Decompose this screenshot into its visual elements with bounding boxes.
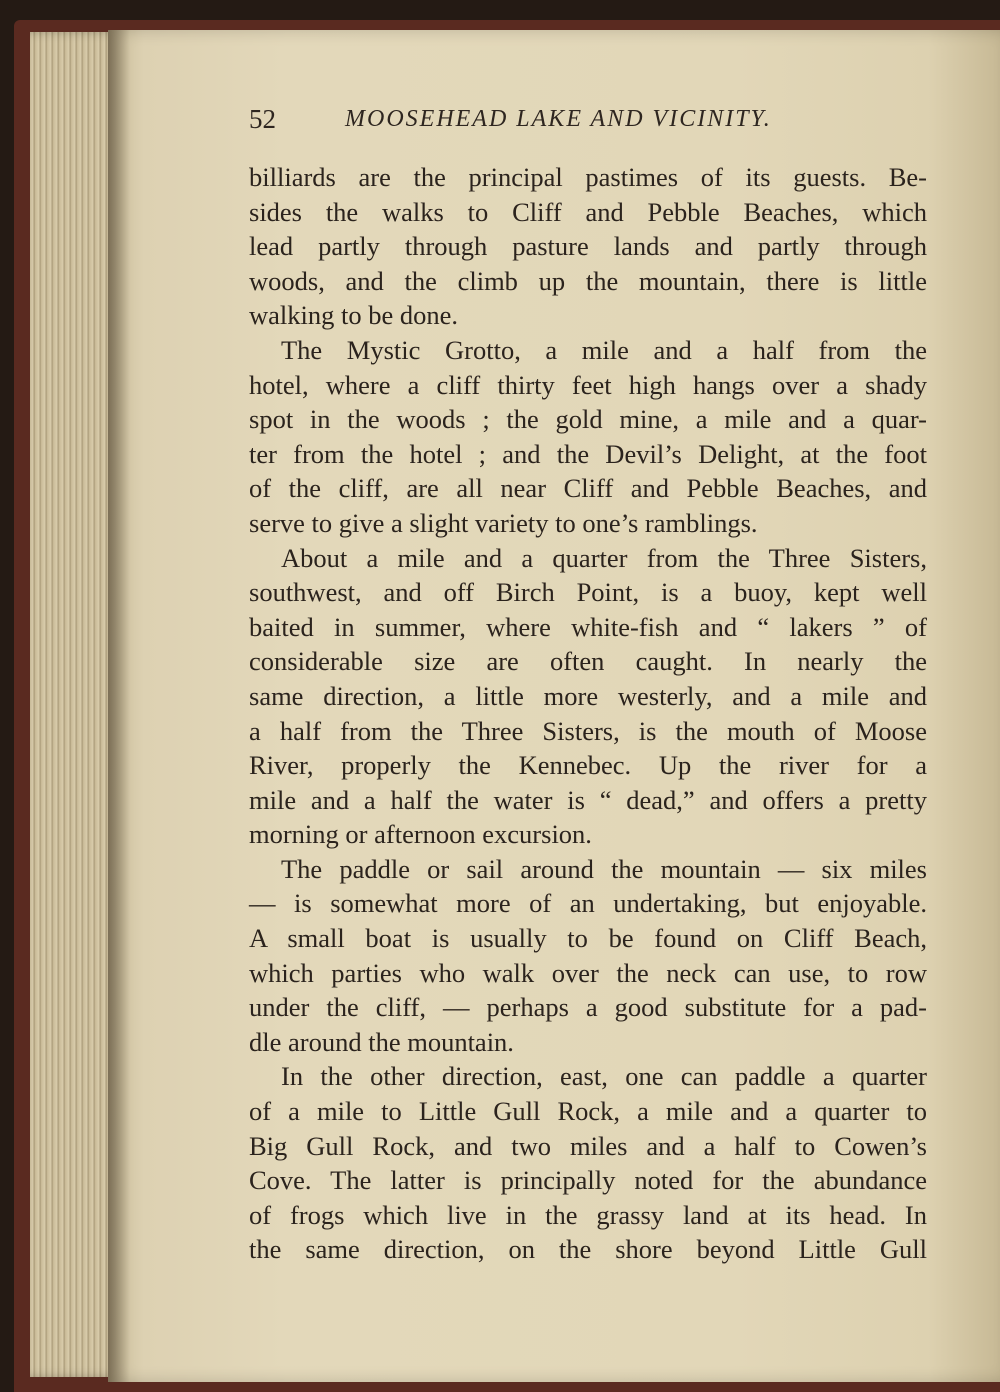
text-line: serve to give a slight variety to one’s ramblings. xyxy=(249,507,758,538)
text-line: hotel, where a cliff thirty feet high hangs over a shady xyxy=(249,369,927,400)
text-line: Big Gull Rock, and two miles and a half to Cowen’s xyxy=(249,1130,927,1161)
running-title: MOOSEHEAD LAKE AND VICINITY. xyxy=(345,106,772,132)
text-line: of a mile to Little Gull Rock, a mile and a quarter to xyxy=(249,1096,927,1127)
text-line: In the other direction, east, one can paddle a quarter xyxy=(281,1061,927,1092)
text-line: woods, and the climb up the mountain, there is little xyxy=(249,265,927,296)
paragraph xyxy=(249,160,927,333)
body-text xyxy=(249,160,927,1267)
text-line: sides the walks to Cliff and Pebble Beaches, which xyxy=(249,196,927,227)
text-line: A small boat is usually to be found on Cliff Beach, xyxy=(249,923,927,954)
text-line: River, properly the Kennebec. Up the river for a xyxy=(249,750,927,781)
text-line: baited in summer, where white-fish and “ lakers ” of xyxy=(249,611,927,642)
text-line: ter from the hotel ; and the Devil’s Delight, at the foot xyxy=(249,438,927,469)
text-line: billiards are the principal pastimes of its guests. Be- xyxy=(249,162,927,192)
text-line: Cove. The latter is principally noted for the abundance xyxy=(249,1165,927,1196)
text-line: dle around the mountain. xyxy=(249,1026,514,1057)
text-line: spot in the woods ; the gold mine, a mile and a quar- xyxy=(249,404,927,435)
text-line: mile and a half the water is “ dead,” and offers a pretty xyxy=(249,784,927,815)
text-line: morning or afternoon excursion. xyxy=(249,819,592,850)
page-header xyxy=(249,104,929,144)
text-line: walking to be done. xyxy=(249,300,459,331)
text-line: The Mystic Grotto, a mile and a half from the xyxy=(281,334,927,365)
spine-shadow xyxy=(108,30,130,1382)
paragraph xyxy=(249,852,927,1060)
text-line: of the cliff, are all near Cliff and Pebble Beaches, and xyxy=(249,473,927,504)
text-line: The paddle or sail around the mountain — six miles xyxy=(281,853,927,884)
text-line: southwest, and off Birch Point, is a buoy, kept well xyxy=(249,577,927,608)
text-line: the same direction, on the shore beyond Little Gull xyxy=(249,1234,927,1265)
paragraph xyxy=(249,333,927,541)
paragraph xyxy=(249,1059,927,1267)
text-line: of frogs which live in the grassy land at its head. In xyxy=(249,1199,927,1230)
paragraph xyxy=(249,541,927,852)
text-line: which parties who walk over the neck can use, to row xyxy=(249,957,927,988)
text-line: lead partly through pasture lands and partly through xyxy=(249,231,927,262)
text-line: About a mile and a quarter from the Three Sisters, xyxy=(281,542,927,573)
text-line: considerable size are often caught. In nearly the xyxy=(249,646,927,677)
text-line: — is somewhat more of an undertaking, but enjoyable. xyxy=(249,888,927,919)
text-line: same direction, a little more westerly, and a mile and xyxy=(249,680,927,711)
text-line: a half from the Three Sisters, is the mouth of Moose xyxy=(249,715,927,746)
page-number: 52 xyxy=(249,104,276,134)
text-line: under the cliff, — perhaps a good substitute for a pad- xyxy=(249,992,927,1023)
